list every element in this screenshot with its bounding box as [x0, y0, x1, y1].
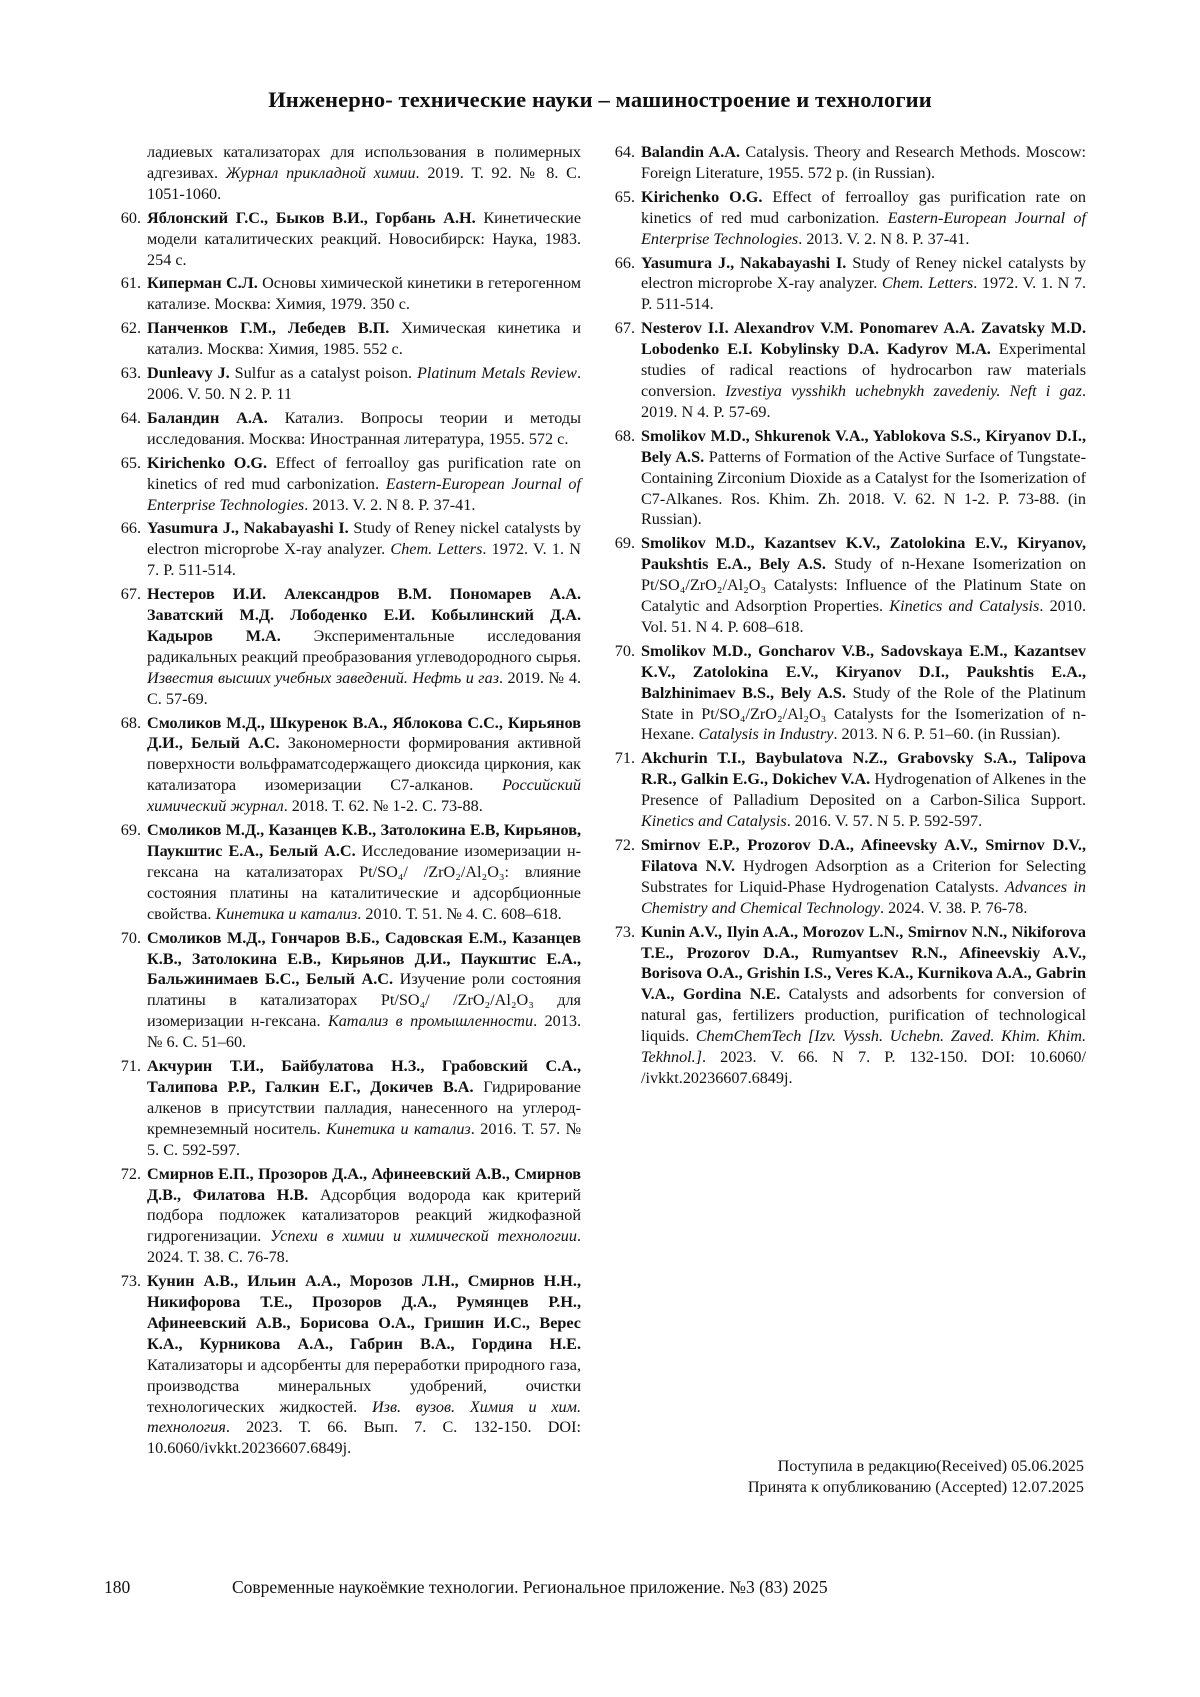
reference-item: [107, 273, 581, 315]
reference-item: [107, 1056, 581, 1161]
reference-journal: Advances in Chemistry and Chemical Technology: [641, 877, 1086, 917]
reference-item: [601, 922, 1086, 1089]
references-left-column: [107, 142, 581, 1462]
reference-tail: . 1972. V. 1. N 7. P. 511-514.: [641, 274, 1086, 314]
reference-authors: Smolikov M.D., Shkurenok V.A., Yablokova S.S., Kiryanov D.I., Bely A.S.: [641, 426, 1086, 466]
reference-item: [107, 584, 581, 709]
reference-number: 68.: [120, 713, 141, 732]
reference-tail: . 2019. Т. 92. № 8. С. 1051-1060.: [147, 163, 581, 203]
reference-tail: . 2016. Т. 57. № 5. С. 592-597.: [147, 1119, 582, 1159]
reference-number: 71.: [614, 749, 635, 768]
reference-text: Закономерности формирования активной поверхности вольфраматсодержащего диоксида циркония, как катализатора изомеризации С7-алканов.: [147, 734, 582, 795]
reference-number: 66.: [614, 253, 635, 272]
reference-number: 60.: [120, 208, 141, 227]
reference-number: 73.: [120, 1272, 141, 1291]
reference-number: 65.: [120, 453, 141, 472]
reference-number: 65.: [614, 187, 635, 206]
reference-text: Experimental studies of radical reactions of hydrocarbon raw materials conversion.: [641, 340, 1086, 400]
reference-item: [601, 748, 1086, 832]
reference-text: Catalysts and adsorbents for conversion of natural gas, fertilizers production, purification of technological liquids.: [641, 985, 1087, 1046]
submission-dates: [748, 1456, 1084, 1498]
reference-item: [601, 142, 1086, 184]
reference-authors: Dunleavy J.: [147, 364, 230, 383]
reference-tail: . 2018. Т. 62. № 1-2. С. 73-88.: [283, 797, 483, 816]
reference-journal: Platinum Metals Review: [416, 364, 577, 383]
reference-authors: Смоликов М.Д., Шкуренок В.А., Яблокова С.С., Кирьянов Д.И., Белый А.С.: [147, 713, 581, 753]
reference-text: Study of Reney nickel catalysts by electron microprobe X-ray analyzer.: [641, 253, 1086, 293]
received-date: Поступила в редакцию(Received) 05.06.2025: [777, 1457, 1084, 1475]
reference-journal: Catalysis in Industry: [698, 725, 834, 744]
reference-text: Effect of ferroalloy gas purification rate on kinetics of red mud carbonization.: [147, 453, 581, 493]
reference-item: [107, 518, 581, 581]
reference-item: [601, 426, 1086, 531]
reference-text: Study of n-Hexane Isomerization on Pt/SO₄/ZrO₂/Al₂O₃ Catalysts: Influence of the Platinum State on Catalytic and Adsorption Properties.: [641, 555, 1086, 616]
reference-number: 72.: [120, 1164, 141, 1183]
reference-number: 71.: [120, 1057, 141, 1076]
reference-item: [601, 641, 1086, 746]
reference-tail: . 2023. V. 66. N 7. P. 132-150. DOI: 10.6060/ /ivkkt.20236607.6849j.: [641, 1048, 1086, 1087]
reference-journal: Eastern-European Journal of Enterprise Technologies: [641, 208, 1086, 248]
reference-authors: Киперман С.Л.: [147, 274, 258, 293]
reference-item: [107, 1164, 581, 1269]
reference-authors: Акчурин Т.И., Байбулатова Н.З., Грабовский С.А., Талипова Р.Р., Галкин Е.Г., Докичев В.А.: [147, 1057, 581, 1096]
page-header: Инженерно- технические науки – машиностроение и технологии: [268, 87, 932, 112]
reference-authors: Баландин А.А.: [147, 408, 268, 427]
reference-journal: Chem. Letters: [390, 540, 483, 559]
reference-tail: . 2013. V. 2. N 8. P. 37-41.: [798, 229, 970, 248]
reference-tail: . 2024. V. 38. P. 76-78.: [880, 898, 1028, 917]
reference-journal: Kinetics and Catalysis: [889, 597, 1040, 616]
reference-number: 69.: [614, 534, 635, 553]
reference-authors: Smirnov E.P., Prozorov D.A., Afineevsky A.V., Smirnov D.V., Filatova N.V.: [641, 836, 1086, 875]
reference-item: [601, 835, 1086, 919]
reference-item: [107, 363, 581, 405]
reference-text: Кинетические модели каталитических реакций. Новосибирск: Наука, 1983. 254 с.: [147, 208, 582, 269]
reference-text: Изучение роли состояния платины в катализаторах Pt/SO₄/ /ZrO₂/Al₂O₃ для изомеризации н-гексана.: [147, 970, 581, 1031]
reference-item: [107, 820, 581, 925]
reference-item: [107, 142, 581, 205]
reference-authors: Yasumura J., Nakabayashi I.: [641, 253, 847, 272]
reference-text: Hydrogen Adsorption as a Criterion for Selecting Substrates for Liquid-Phase Hydrogenation Catalysts.: [641, 856, 1086, 896]
reference-item: [601, 533, 1086, 638]
reference-number: 63.: [120, 364, 141, 383]
reference-tail: . 2013. N 6. P. 51–60. (in Russian).: [833, 725, 1061, 744]
reference-journal: Izvestiya vysshikh uchebnykh zavedeniy. Neft i gaz: [725, 381, 1082, 400]
reference-journal: Кинетика и катализ: [326, 1119, 471, 1138]
footer-journal-title: Современные наукоёмкие технологии. Региональное приложение. №3 (83) 2025: [232, 1577, 828, 1597]
reference-journal: ChemChemTech [Izv. Vyssh. Uchebn. Zaved. Khim. Khim. Tekhnol.]: [641, 1027, 1086, 1067]
reference-text: Study of Reney nickel catalysts by electron microprobe X-ray analyzer.: [147, 519, 581, 559]
reference-tail: . 2006. V. 50. N 2. P. 11: [147, 364, 581, 403]
reference-item: [107, 713, 581, 818]
reference-journal: Chem. Letters: [881, 274, 974, 293]
reference-item: [107, 928, 581, 1053]
reference-text: Hydrogenation of Alkenes in the Presence of Palladium Deposited on a Carbon-Silica Support.: [641, 770, 1087, 810]
reference-text: Patterns of Formation of the Active Surface of Tungstate-Containing Zirconium Dioxide as a Catalyst for the Isomerization of C7-Alkanes. Ros. Khim. Zh. 2018. V. 62. N 1-2. P. 73-88. (in Russian).: [641, 447, 1087, 529]
reference-number: 61.: [120, 274, 141, 293]
reference-item: [107, 208, 581, 271]
reference-authors: Nesterov I.I. Alexandrov V.M. Ponomarev A.A. Zavatsky M.D. Lobodenko E.I. Kobylinsky D.A. Kadyrov M.A.: [641, 319, 1086, 359]
reference-text: Химическая кинетика и катализ. Москва: Химия, 1985. 552 с.: [147, 319, 581, 359]
reference-number: 68.: [614, 426, 635, 445]
reference-text: Catalysis. Theory and Research Methods. Moscow: Foreign Literature, 1955. 572 p. (in Russian).: [641, 143, 1087, 182]
reference-tail: . 2019. № 4. С. 57-69.: [147, 668, 581, 708]
reference-authors: Kunin A.V., Ilyin A.A., Morozov L.N., Smirnov N.N., Nikiforova T.E., Prozorov D.A., Rumyantsev R.N., Afineevskiy A.V., Borisova O.A., Grishin I.S., Veres K.A., Kurnikova A.A., Gabrin V.A., Gordina N.E.: [641, 922, 1086, 1004]
reference-authors: Kirichenko O.G.: [147, 453, 268, 472]
reference-item: [601, 253, 1086, 316]
reference-authors: Кунин А.В., Ильин А.А., Морозов Л.Н., Смирнов Н.Н., Никифорова Т.Е., Прозоров Д.А., Румянцев Р.Н., Афинеевский А.В., Борисова О.А., Гришин И.С., Верес К.А., Курникова А.А., Габрин В.А., Гордина Н.Е.: [147, 1272, 581, 1353]
references-right-column: [601, 142, 1086, 1092]
reference-authors: Kirichenko O.G.: [641, 187, 763, 206]
reference-authors: Akchurin T.I., Baybulatova N.Z., Grabovsky S.A., Talipova R.R., Galkin E.G., Dokichev V.A.: [641, 749, 1086, 789]
reference-journal: Кинетика и катализ: [215, 904, 358, 923]
reference-number: 73.: [614, 922, 635, 941]
reference-journal: Российский химический журнал: [147, 776, 581, 816]
reference-number: 67.: [614, 319, 635, 338]
reference-journal: Изв. вузов. Химия и хим. технология: [147, 1397, 581, 1437]
page-number: 180: [104, 1577, 131, 1597]
reference-text: Effect of ferroalloy gas purification rate on kinetics of red mud carbonization.: [641, 187, 1086, 227]
reference-journal: Eastern-European Journal of Enterprise Technologies: [147, 474, 581, 514]
reference-tail: . 1972. V. 1. N 7. P. 511-514.: [147, 540, 581, 580]
reference-journal: Катализ в промышленности: [327, 1012, 534, 1031]
reference-number: 67.: [120, 585, 141, 604]
reference-item: [601, 187, 1086, 250]
reference-text: Катализаторы и адсорбенты для переработки природного газа, производства минеральных удобрений, очистки технологических жидкостей.: [147, 1355, 581, 1416]
reference-number: 66.: [120, 519, 141, 538]
reference-authors: Нестеров И.И. Александров В.М. Пономарев А.А. Заватский М.Д. Лободенко Е.И. Кобылинский Д.А. Кадыров М.А.: [147, 585, 581, 645]
reference-tail: . 2013. V. 2. N 8. P. 37-41.: [304, 495, 476, 514]
reference-item: [107, 318, 581, 360]
reference-item: [601, 318, 1086, 423]
reference-number: 64.: [120, 408, 141, 427]
reference-text: Катализ. Вопросы теории и методы исследования. Москва: Иностранная литература, 1955. 572 с.: [147, 408, 581, 448]
reference-text: Study of the Role of the Platinum State in Pt/SO₄/ZrO₂/Al₂O₃ Catalysts for the Isomerization of n-Hexane.: [641, 683, 1086, 744]
accepted-date: Принята к опубликованию (Accepted) 12.07.2025: [747, 1478, 1084, 1496]
reference-authors: Balandin A.A.: [641, 143, 740, 161]
reference-tail: . 2019. N 4. P. 57-69.: [641, 381, 1086, 421]
reference-text: Sulfur as a catalyst poison.: [229, 364, 417, 383]
reference-journal: Успехи в химии и химической технологии: [270, 1227, 577, 1246]
reference-text: Исследование изомеризации н-гексана на катализаторах Pt/SO₄/ /ZrO₂/Al₂O₃: влияние состояния платины на каталитические и адсорбционные свойства.: [147, 842, 581, 923]
reference-number: 64.: [614, 143, 635, 161]
reference-tail: . 2010. Т. 51. № 4. С. 608–618.: [357, 904, 562, 923]
reference-authors: Smolikov M.D., Kazantsev K.V., Zatolokina E.V., Kiryanov, Paukshtis E.A., Bely A.S.: [641, 534, 1086, 574]
reference-number: 62.: [120, 319, 141, 338]
reference-item: [107, 453, 581, 516]
reference-text: Экспериментальные исследования радикальных реакций преобразования углеводородного сырья.: [147, 626, 581, 666]
reference-authors: Smolikov M.D., Goncharov V.B., Sadovskaya E.M., Kazantsev K.V., Zatolokina E.V., Kiryanov D.I., Paukshtis E.A., Balzhinimaev B.S., Bely A.S.: [641, 641, 1086, 702]
reference-authors: Yasumura J., Nakabayashi I.: [147, 519, 349, 538]
reference-authors: Смирнов Е.П., Прозоров Д.А., Афинеевский А.В., Смирнов Д.В., Филатова Н.В.: [147, 1164, 581, 1204]
reference-authors: Яблонский Г.С., Быков В.И., Горбань А.Н.: [147, 208, 476, 227]
reference-journal: Известия высших учебных заведений. Нефть и газ: [147, 668, 500, 687]
reference-tail: . 2010. Vol. 51. N 4. P. 608–618.: [641, 597, 1087, 636]
reference-journal: Kinetics and Catalysis: [641, 812, 787, 831]
reference-text: ладиевых катализаторах для использования в полимерных адгезивах.: [147, 143, 581, 182]
reference-tail: . 2013. № 6. С. 51–60.: [147, 1012, 581, 1052]
reference-number: 72.: [614, 836, 635, 854]
reference-text: Гидрирование алкенов в присутствии палладия, нанесенного на углерод-кремнеземный носитель.: [147, 1077, 581, 1138]
reference-tail: . 2024. Т. 38. С. 76-78.: [147, 1227, 581, 1267]
reference-text: Адсорбция водорода как критерий подбора подложек катализаторов реакций жидкофазной гидрогенизации.: [147, 1185, 581, 1246]
reference-tail: . 2016. V. 57. N 5. P. 592-597.: [786, 812, 983, 831]
reference-journal: Журнал прикладной химии: [225, 163, 416, 182]
reference-authors: Смоликов М.Д., Казанцев К.В., Затолокина Е.В, Кирьянов, Паукштис Е.А., Белый А.С.: [147, 821, 581, 860]
reference-number: 70.: [614, 641, 635, 660]
reference-tail: . 2023. Т. 66. Вып. 7. С. 132-150. DOI: 10.6060/ivkkt.20236607.6849j.: [147, 1418, 581, 1458]
reference-authors: Смоликов М.Д., Гончаров В.Б., Садовская Е.М., Казанцев К.В., Затолокина Е.В., Кирьянов Д.И., Паукштис Е.А., Бальжинимаев Б.С., Белый А.С.: [147, 928, 581, 989]
reference-item: [107, 408, 581, 450]
reference-number: 70.: [120, 928, 141, 947]
reference-authors: Панченков Г.М., Лебедев В.П.: [147, 319, 390, 338]
reference-text: Основы химической кинетики в гетерогенном катализе. Москва: Химия, 1979. 350 с.: [147, 274, 581, 314]
reference-number: 69.: [120, 821, 141, 840]
reference-item: [107, 1271, 581, 1459]
